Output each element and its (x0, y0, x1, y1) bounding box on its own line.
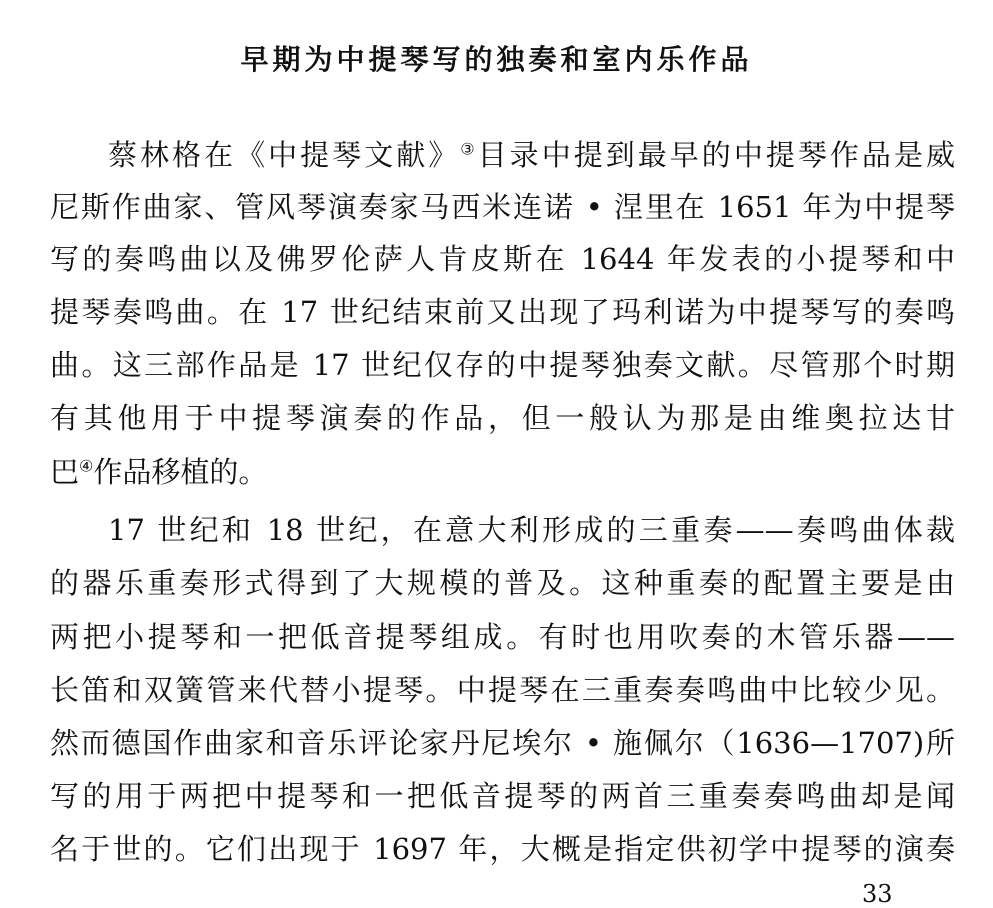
text-span: 蔡林格在《中提琴文献》 (108, 138, 461, 172)
paragraph-2-line-2: 的器乐重奏形式得到了大规模的普及。这种重奏的配置主要是由 (50, 566, 955, 600)
paragraph-2-line-3: 两把小提琴和一把低音提琴组成。有时也用吹奏的木管乐器—— (50, 620, 955, 654)
text-span: 作品移植的。 (93, 455, 268, 489)
paragraph-2-line-1: 17 世纪和 18 世纪，在意大利形成的三重奏——奏鸣曲体裁 (108, 513, 955, 547)
paragraph-2-line-5: 然而德国作曲家和音乐评论家丹尼埃尔 • 施佩尔（1636—1707)所 (50, 726, 955, 760)
page-title: 早期为中提琴写的独奏和室内乐作品 (240, 43, 753, 76)
paragraph-1-line-1 (108, 135, 955, 175)
text-span: 目录中提到最早的中提琴作品是威 (477, 138, 955, 172)
paragraph-2-line-7: 名于世的。它们出现于 1697 年，大概是指定供初学中提琴的演奏 (50, 832, 955, 866)
text-span: 巴 (50, 455, 80, 489)
paragraph-1-line-3: 写的奏鸣曲以及佛罗伦萨人肯皮斯在 1644 年发表的小提琴和中 (50, 242, 955, 276)
paragraph-1-line-4: 提琴奏鸣曲。在 17 世纪结束前又出现了玛利诺为中提琴写的奏鸣 (50, 295, 955, 329)
paragraph-1-line-7 (50, 452, 955, 492)
page-number: 33 (862, 880, 893, 908)
footnote-ref-3: ③ (460, 139, 478, 159)
paragraph-1-line-6: 有其他用于中提琴演奏的作品，但一般认为那是由维奥拉达甘 (50, 401, 955, 435)
footnote-ref-4: ④ (79, 456, 94, 476)
paragraph-1-line-2: 尼斯作曲家、管风琴演奏家马西米连诺 • 涅里在 1651 年为中提琴 (50, 190, 955, 224)
paragraph-2-line-4: 长笛和双簧管来代替小提琴。中提琴在三重奏奏鸣曲中比较少见。 (50, 673, 955, 707)
paragraph-1-line-5: 曲。这三部作品是 17 世纪仅存的中提琴独奏文献。尽管那个时期 (50, 348, 955, 382)
paragraph-2-line-6: 写的用于两把中提琴和一把低音提琴的两首三重奏奏鸣曲却是闻 (50, 779, 955, 813)
